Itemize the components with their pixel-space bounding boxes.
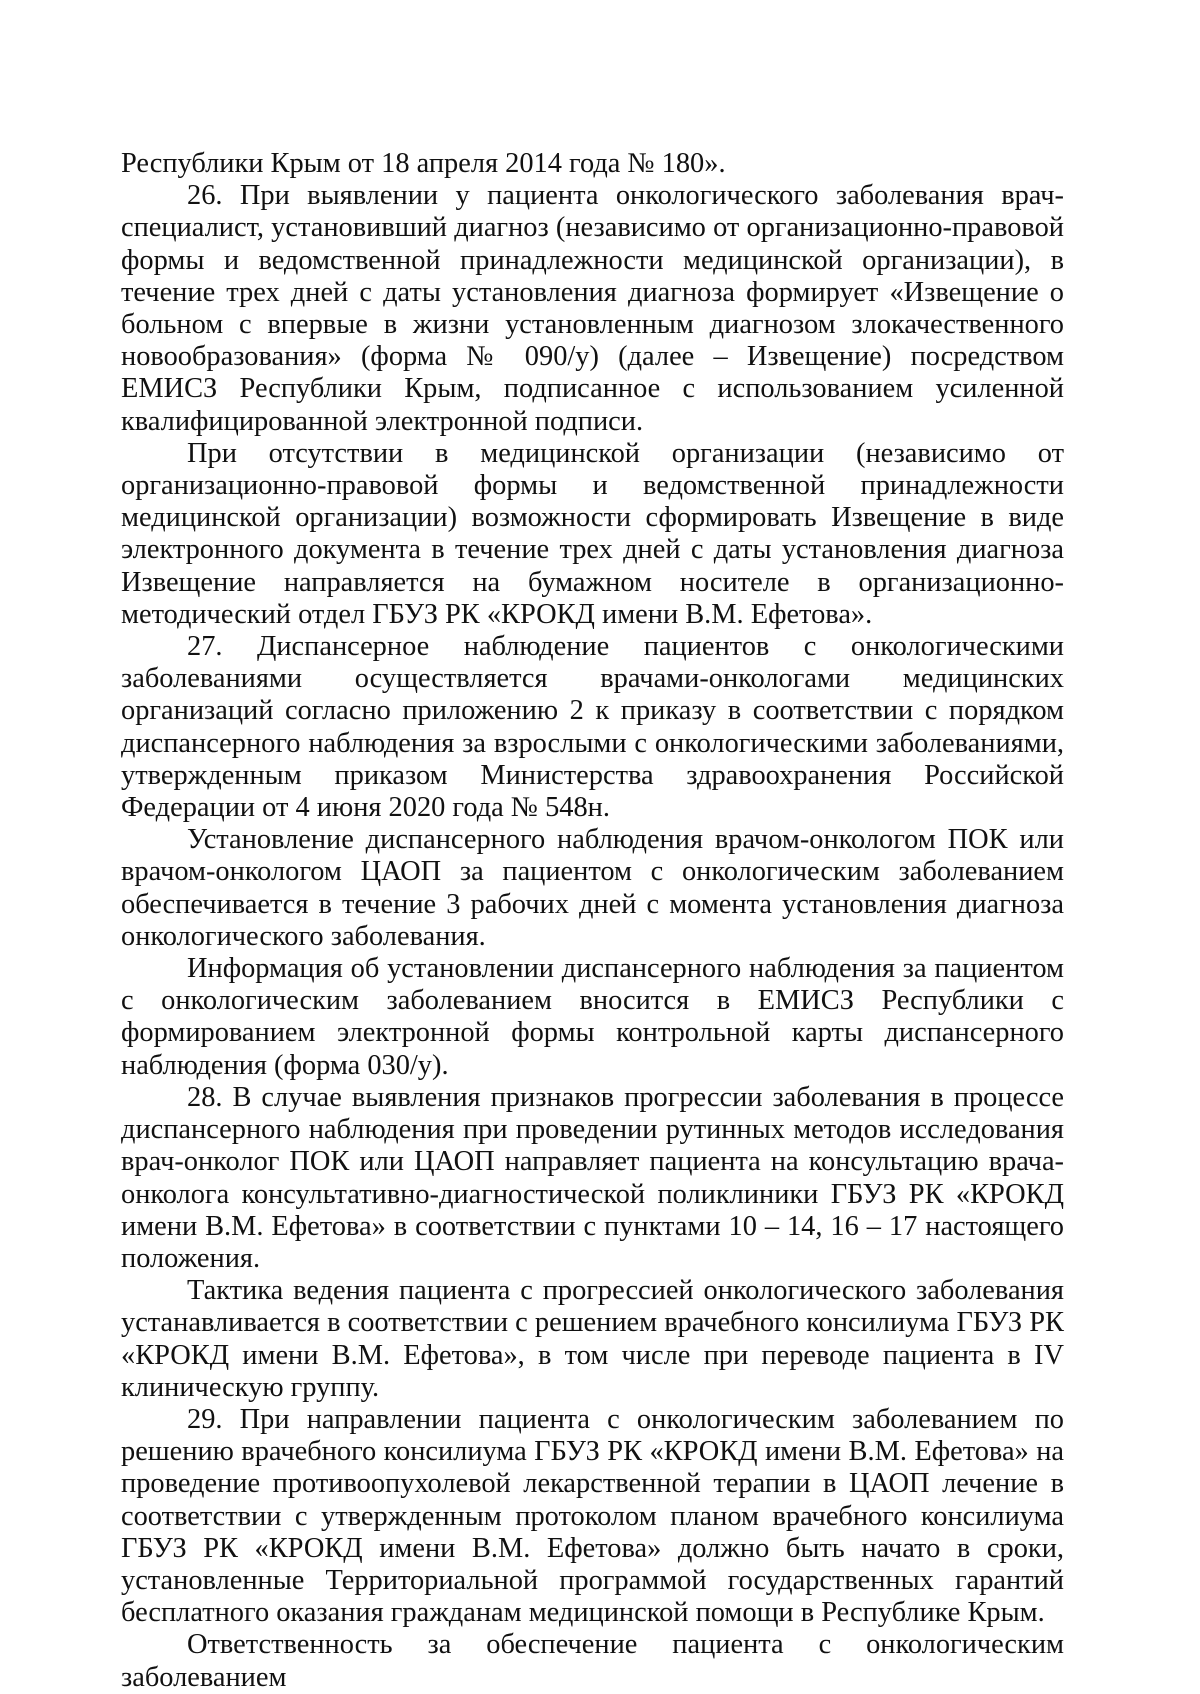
paragraph-item-26-notice-paper: При отсутствии в медицинской организации (независимо от организационно-правовой формы и ведомственной принадлежности медицинской организации) возможности сформировать Извещение в виде электронного документа в течение трех дней с даты установления диагноза Извещение направляется на бумажном носителе в организационно-методический отдел ГБУЗ РК «КРОКД имени В.М. Ефетова».: [121, 437, 1064, 630]
paragraph-continuation: Республики Крым от 18 апреля 2014 года № 180».: [121, 148, 726, 179]
paragraph-item-27: 27. Диспансерное наблюдение пациентов с онкологическими заболеваниями осуществляется врачами-онкологами медицинских организаций согласно приложению 2 к приказу в соответствии с порядком диспансерного наблюдения за взрослыми с онкологическими заболеваниями, утвержденным приказом Министерства здравоохранения Российской Федерации от 4 июня 2020 года № 548н.: [121, 631, 1064, 824]
paragraph-item-29-responsibility: Ответственность за обеспечение пациента с онкологическим заболеванием: [121, 1629, 1064, 1693]
paragraph-item-28-tactics: Тактика ведения пациента с прогрессией онкологического заболевания устанавливается в соответствии с решением врачебного консилиума ГБУЗ РК «КРОКД имени В.М. Ефетова», в том числе при переводе пациента в IV клиническую группу.: [121, 1275, 1064, 1403]
paragraph-item-27-information: Информация об установлении диспансерного наблюдения за пациентом с онкологическим заболеванием вносится в ЕМИСЗ Республики с формированием электронной формы контрольной карты диспансерного наблюдения (форма 030/у).: [121, 953, 1064, 1081]
paragraph-item-27-establishment: Установление диспансерного наблюдения врачом-онкологом ПОК или врачом-онкологом ЦАОП за пациентом с онкологическим заболеванием обеспечивается в течение 3 рабочих дней с момента установления диагноза онкологического заболевания.: [121, 824, 1064, 952]
paragraph-item-26: 26. При выявлении у пациента онкологического заболевания врач-специалист, установивший диагноз (независимо от организационно-правовой формы и ведомственной принадлежности медицинской организации), в течение трех дней с даты установления диагноза формирует «Извещение о больном с впервые в жизни установленным диагнозом злокачественного новообразования» (форма № 090/у) (далее – Извещение) посредством ЕМИСЗ Республики Крым, подписанное с использованием усиленной квалифицированной электронной подписи.: [121, 180, 1064, 437]
paragraph-item-28: 28. В случае выявления признаков прогрессии заболевания в процессе диспансерного наблюдения при проведении рутинных методов исследования врач-онколог ПОК или ЦАОП направляет пациента на консультацию врача-онколога консультативно-диагностической поликлиники ГБУЗ РК «КРОКД имени В.М. Ефетова» в соответствии с пунктами 10 – 14, 16 – 17 настоящего положения.: [121, 1081, 1064, 1274]
paragraph-item-29: 29. При направлении пациента с онкологическим заболеванием по решению врачебного консилиума ГБУЗ РК «КРОКД имени В.М. Ефетова» на проведение противоопухолевой лекарственной терапии в ЦАОП лечение в соответствии с утвержденным протоколом планом врачебного консилиума ГБУЗ РК «КРОКД имени В.М. Ефетова» должно быть начато в сроки, установленные Территориальной программой государственных гарантий бесплатного оказания гражданам медицинской помощи в Республике Крым.: [121, 1403, 1064, 1629]
